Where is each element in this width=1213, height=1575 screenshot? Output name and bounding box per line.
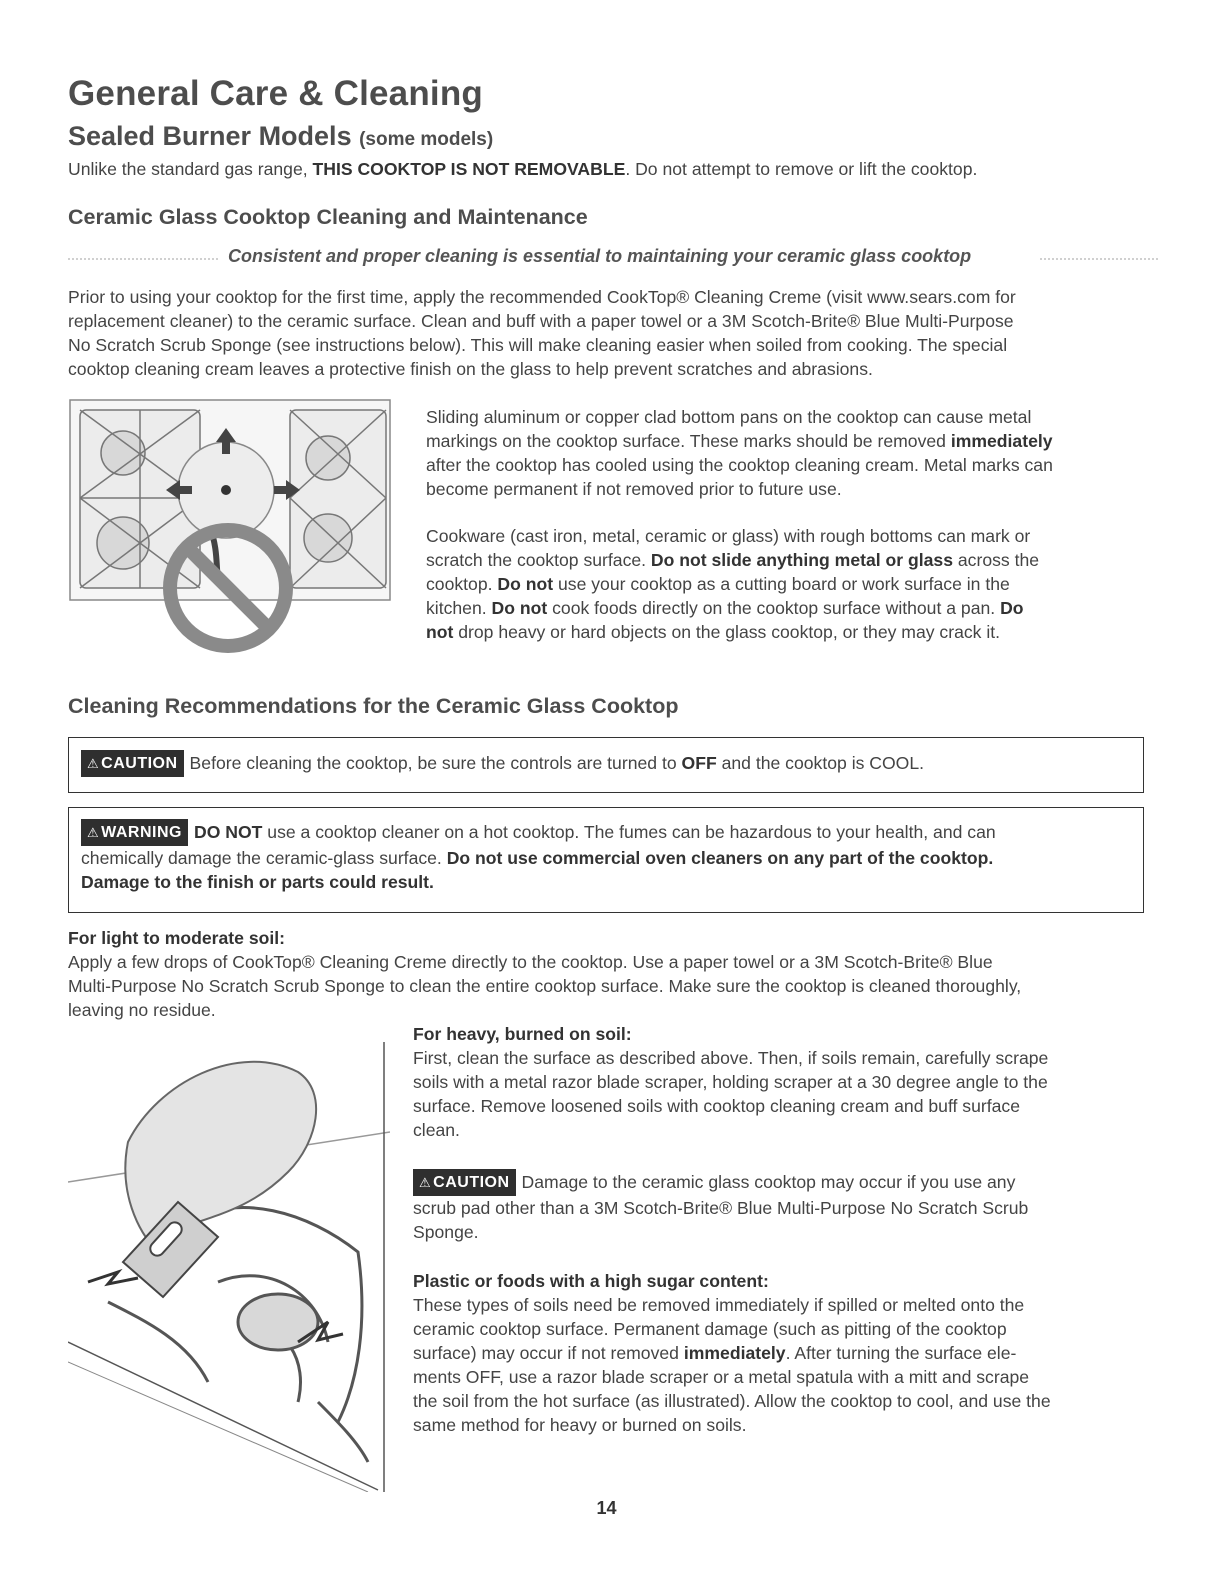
warning-triangle-icon: ⚠ xyxy=(87,756,100,771)
warning-box xyxy=(68,807,1144,913)
warning-triangle-icon: ⚠ xyxy=(419,1175,432,1190)
paragraph-line xyxy=(426,429,1156,453)
text-run: cook foods directly on the cooktop surface without a pan. xyxy=(547,598,1001,618)
text-run: use a cooktop cleaner on a hot cooktop. The fumes can be hazardous to your health, and can xyxy=(262,822,996,842)
paragraph-line: ceramic cooktop surface. Permanent damage (such as pitting of the cooktop xyxy=(413,1319,1007,1339)
paragraph-line: leaving no residue. xyxy=(68,1000,216,1020)
text-run: across the xyxy=(953,550,1040,570)
ceramic-paragraph xyxy=(68,285,1158,381)
text-run: markings on the cooktop surface. These marks should be removed xyxy=(426,431,951,451)
caution-box xyxy=(68,737,1144,793)
text-run: use your cooktop as a cutting board or work surface in the xyxy=(553,574,1010,594)
paragraph-line: same method for heavy or burned on soils. xyxy=(413,1415,747,1435)
cooktop-front-edge-2 xyxy=(68,1362,368,1492)
intro-tail: . Do not attempt to remove or lift the cooktop. xyxy=(625,159,978,179)
recommend-heading: Cleaning Recommendations for the Ceramic Glass Cooktop xyxy=(68,694,679,718)
caution-badge xyxy=(81,750,184,777)
paragraph-line: cooktop cleaning cream leaves a protective finish on the glass to help prevent scratches and abrasions. xyxy=(68,359,873,379)
text-run: chemically damage the ceramic-glass surface. xyxy=(81,848,447,868)
text-run: . After turning the surface ele- xyxy=(785,1343,1017,1363)
caution-badge xyxy=(413,1169,516,1196)
heavy-soil-heading: For heavy, burned on soil: xyxy=(413,1024,632,1044)
warning-line: Damage to the finish or parts could result. xyxy=(81,872,434,892)
paragraph-line: the soil from the hot surface (as illustrated). Allow the cooktop to cool, and use the xyxy=(413,1391,1051,1411)
paragraph-line xyxy=(426,596,1156,620)
paragraph-line: Prior to using your cooktop for the first time, apply the recommended CookTop® Cleaning Creme (visit www.sears.com for xyxy=(68,287,1016,307)
paragraph-line xyxy=(426,548,1156,572)
text-run: Damage to the ceramic glass cooktop may occur if you use any xyxy=(521,1172,1016,1192)
warning-triangle-icon: ⚠ xyxy=(87,825,100,840)
text-run: Before cleaning the cooktop, be sure the controls are turned to xyxy=(189,753,682,773)
heavy-soil-paragraph xyxy=(413,1046,1153,1142)
text-run: scratch the cooktop surface. xyxy=(426,550,651,570)
text-run: and the cooktop is COOL. xyxy=(716,753,925,773)
page-number: 14 xyxy=(596,1498,617,1518)
tagline-rule-left xyxy=(68,258,218,260)
paragraph-line: scrub pad other than a 3M Scotch-Brite® Blue Multi-Purpose No Scratch Scrub xyxy=(413,1198,1029,1218)
text-run: surface) may occur if not removed xyxy=(413,1343,684,1363)
intro-text: Unlike the standard gas range, xyxy=(68,159,313,179)
badge-label: CAUTION xyxy=(433,1174,510,1191)
paragraph-line: surface. Remove loosened soils with cooktop cleaning cream and buff surface xyxy=(413,1096,1020,1116)
paragraph-line xyxy=(426,620,1156,644)
bold-run: Do not xyxy=(491,598,548,618)
paragraph-line: replacement cleaner) to the ceramic surface. Clean and buff with a paper towel or a 3M Scotch-Brite® Blue Multi-Purpose xyxy=(68,311,1014,331)
paragraph-line: Apply a few drops of CookTop® Cleaning Creme directly to the cooktop. Use a paper towel or a 3M Scotch-Brite® Blue xyxy=(68,952,993,972)
paragraph-line: Cookware (cast iron, metal, ceramic or glass) with rough bottoms can mark or xyxy=(426,526,1031,546)
bold-run: immediately xyxy=(950,431,1053,451)
warning-line xyxy=(81,819,1143,846)
burner-grate-right xyxy=(290,410,386,588)
intro-paragraph xyxy=(68,157,977,181)
bold-run: DO NOT xyxy=(193,822,263,842)
bold-run: immediately xyxy=(683,1343,786,1363)
bold-run: Do xyxy=(1000,598,1024,618)
heat-wave-icon xyxy=(88,1272,138,1284)
cookware-paragraph xyxy=(426,524,1156,644)
text-run: cooktop. xyxy=(426,574,498,594)
intro-bold: THIS COOKTOP IS NOT REMOVABLE xyxy=(312,159,626,179)
paragraph-line: Multi-Purpose No Scratch Scrub Sponge to clean the entire cooktop surface. Make sure the cooktop is cleaned thoroughly, xyxy=(68,976,1022,996)
paragraph-line: soils with a metal razor blade scraper, holding scraper at a 30 degree angle to the xyxy=(413,1072,1048,1092)
paragraph-line: No Scratch Scrub Sponge (see instructions below). This will make cleaning easier when soiled from cooking. The special xyxy=(68,335,1008,355)
paragraph-line: Sliding aluminum or copper clad bottom pans on the cooktop can cause metal xyxy=(426,407,1032,427)
paragraph-line xyxy=(426,572,1156,596)
warning-badge xyxy=(81,819,188,846)
paragraph-line: First, clean the surface as described above. Then, if soils remain, carefully scrape xyxy=(413,1048,1049,1068)
ceramic-heading: Ceramic Glass Cooktop Cleaning and Maintenance xyxy=(68,205,588,229)
bold-run: not xyxy=(426,622,454,642)
plastic-paragraph xyxy=(413,1293,1153,1437)
tagline xyxy=(68,244,1158,274)
pan-center xyxy=(221,485,231,495)
oven-mitt-icon xyxy=(125,1062,316,1252)
bold-run: Do not xyxy=(497,574,554,594)
paragraph-line: clean. xyxy=(413,1120,460,1140)
bold-run: OFF xyxy=(681,753,717,773)
badge-label: CAUTION xyxy=(101,755,178,772)
light-soil-heading: For light to moderate soil: xyxy=(68,928,285,948)
scraper-illustration xyxy=(68,1022,390,1492)
cooktop-illustration xyxy=(68,398,398,660)
paragraph-line xyxy=(413,1169,1153,1196)
bold-run: Do not slide anything metal or glass xyxy=(650,550,953,570)
tagline-text: Consistent and proper cleaning is essential to maintaining your ceramic glass cooktop xyxy=(228,246,972,266)
paragraph-line: ments OFF, use a razor blade scraper or a metal spatula with a mitt and scrape xyxy=(413,1367,1030,1387)
text-run: drop heavy or hard objects on the glass cooktop, or they may crack it. xyxy=(453,622,1001,642)
page-title: General Care & Cleaning xyxy=(68,74,484,113)
section-title-text: Sealed Burner Models xyxy=(68,121,352,151)
paragraph-line: These types of soils need be removed immediately if spilled or melted onto the xyxy=(413,1295,1025,1315)
paragraph-line: become permanent if not removed prior to future use. xyxy=(426,479,842,499)
caution-2-paragraph xyxy=(413,1169,1153,1244)
light-soil-paragraph xyxy=(68,950,1158,1022)
sliding-paragraph xyxy=(426,405,1156,501)
tagline-rule-right xyxy=(1040,258,1158,260)
section-title-note: (some models) xyxy=(359,129,494,150)
paragraph-line: after the cooktop has cooled using the cooktop cleaning cream. Metal marks can xyxy=(426,455,1053,475)
bold-run: Do not use commercial oven cleaners on any part of the cooktop. xyxy=(446,848,994,868)
text-run: kitchen. xyxy=(426,598,492,618)
warning-line xyxy=(81,846,1143,870)
paragraph-line: Sponge. xyxy=(413,1222,479,1242)
paragraph-line xyxy=(413,1341,1153,1365)
section-title xyxy=(68,121,493,152)
plastic-heading: Plastic or foods with a high sugar content: xyxy=(413,1271,769,1291)
badge-label: WARNING xyxy=(101,824,182,841)
